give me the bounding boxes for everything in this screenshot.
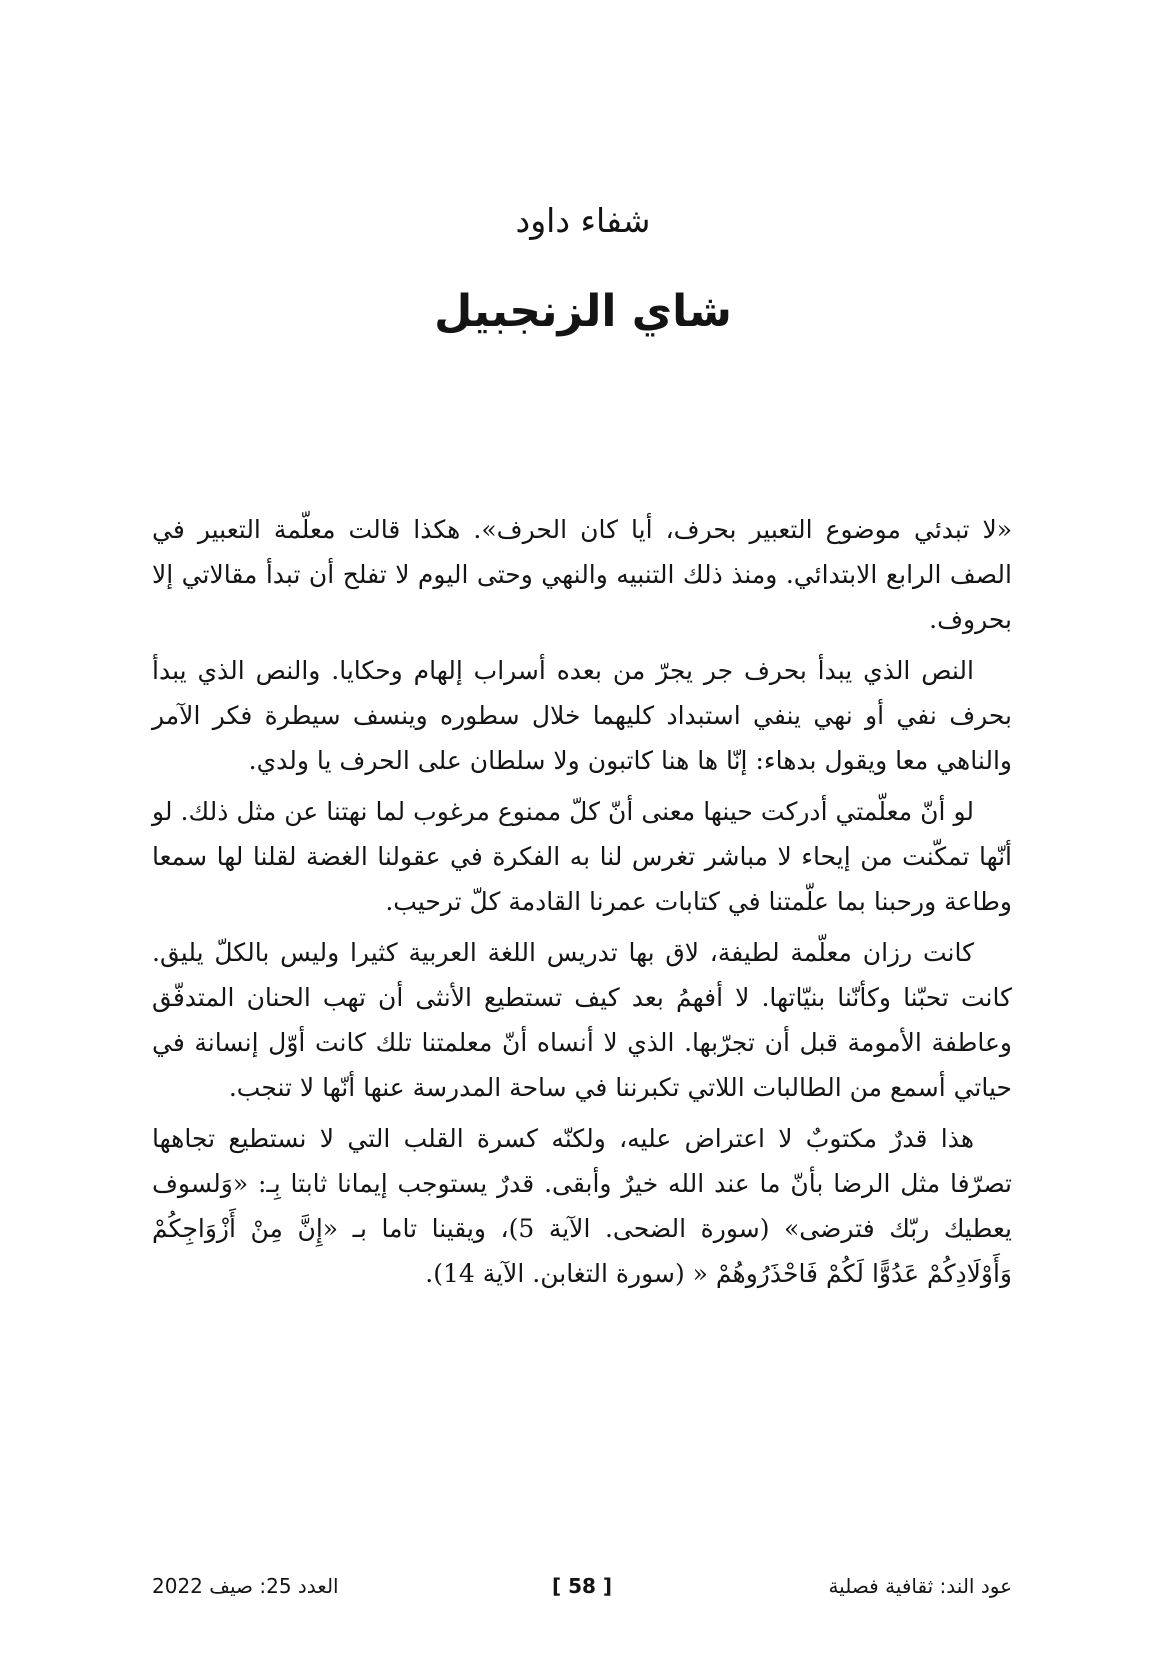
article-body: [152, 507, 1012, 1302]
page-number: [ 58 ]: [551, 1574, 613, 1598]
paragraph: هذا قدرٌ مكتوبٌ لا اعتراض عليه، ولكنّه كسرة القلب التي لا نستطيع تجاهها تصرّفا مثل الرضا بأنّ ما عند الله خيرٌ وأبقى. قدرٌ يستوجب إيمانا ثابتا بِـ: «وَلسوف يعطيك ربّك فترضى» (سورة الضحى. الآية 5)، ويقينا تاما بـ «إِنَّ مِنْ أَزْوَاجِكُمْ وَأَوْلَادِكُمْ عَدُوًّا لَكُمْ فَاحْذَرُوهُمْ « (سورة التغابن. الآية 14).: [152, 1124, 1012, 1288]
issue-info: العدد 25: صيف 2022: [152, 1574, 339, 1598]
paragraph: لو أنّ معلّمتي أدركت حينها معنى أنّ كلّ ممنوع مرغوب لما نهتنا عن مثل ذلك. لو أنّها تمكّنت من إيحاء لا مباشر تغرس لنا به الفكرة في عقولنا الغضة لقلنا لها سمعا وطاعة ورحبنا بما علّمتنا في كتابات عمرنا القادمة كلّ ترحيب.: [152, 797, 1012, 916]
page-footer: [152, 1569, 1012, 1603]
paragraph: النص الذي يبدأ بحرف جر يجرّ من بعده أسراب إلهام وحكايا. والنص الذي يبدأ بحرف نفي أو نهي ينفي استبداد كليهما خلال سطوره وينسف سيطرة فكر الآمر والناهي معا ويقول بدهاء: إنّا ها هنا كاتبون ولا سلطان على الحرف يا ولدي.: [152, 656, 1012, 775]
author-name: شفاء داود: [515, 201, 651, 240]
article-title: شاي الزنجبيل: [434, 286, 732, 337]
journal-name: عود الند: ثقافية فصلية: [828, 1574, 1012, 1598]
paragraph: كانت رزان معلّمة لطيفة، لاق بها تدريس اللغة العربية كثيرا وليس بالكلّ يليق. كانت تحبّنا وكأنّنا بنيّاتها. لا أفهمُ بعد كيف تستطيع الأنثى أن تهب الحنان المتدفّق وعاطفة الأمومة قبل أن تجرّبها. الذي لا أنساه أنّ معلمتنا تلك كانت أوّل إنسانة في حياتي أسمع من الطالبات اللاتي تكبرننا في ساحة المدرسة عنها أنّها لا تنجب.: [152, 938, 1012, 1102]
paragraph: «لا تبدئي موضوع التعبير بحرف، أيا كان الحرف». هكذا قالت معلّمة التعبير في الصف الرابع الابتدائي. ومنذ ذلك التنبيه والنهي وحتى اليوم لا تفلح أن تبدأ مقالاتي إلا بحروف.: [152, 515, 1012, 634]
